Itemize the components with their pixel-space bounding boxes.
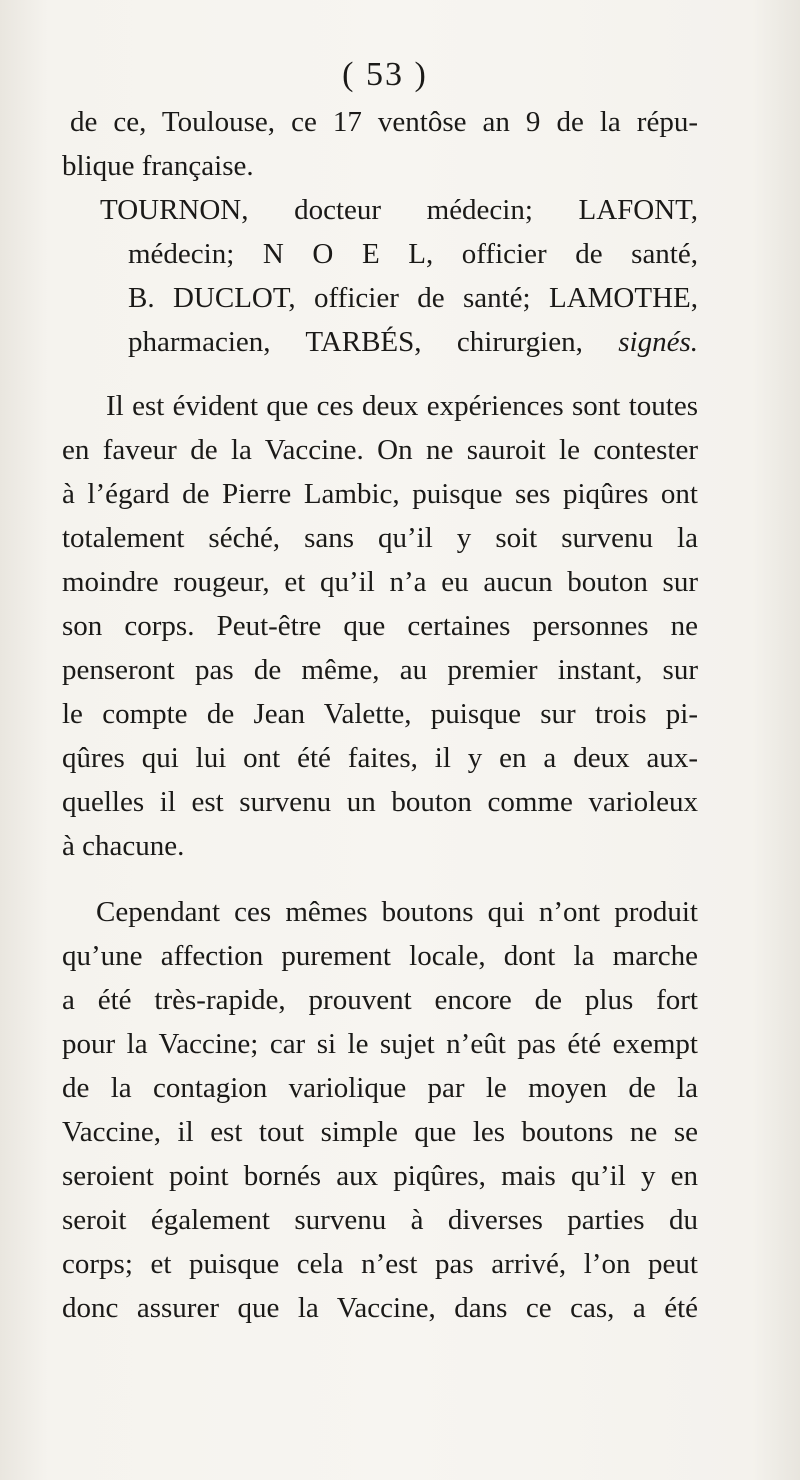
paragraph-argument [62, 890, 698, 1330]
text-line: seroit également survenu à diverses parties du [62, 1204, 698, 1236]
text-line: en faveur de la Vaccine. On ne sauroit le contester [62, 434, 698, 466]
text-line: totalement séché, sans qu’il y soit survenu la [62, 522, 698, 554]
text-line: blique française. [62, 150, 254, 182]
text-line: de ce, Toulouse, ce 17 ventôse an 9 de la répu- [70, 106, 698, 138]
text-line: qu’une affection purement locale, dont la marche [62, 940, 698, 972]
signature-line: médecin; N O E L, officier de santé, [128, 238, 698, 270]
text-line: quelles il est survenu un bouton comme varioleux [62, 786, 698, 818]
paragraph-evidence [62, 384, 698, 868]
text-line: à chacune. [62, 830, 185, 862]
text-line: moindre rougeur, et qu’il n’a eu aucun bouton sur [62, 566, 698, 598]
text-line: le compte de Jean Valette, puisque sur trois pi- [62, 698, 698, 730]
page-number: ( 53 ) [342, 56, 428, 93]
signature-line: B. DUCLOT, officier de santé; LAMOTHE, [128, 282, 698, 314]
text-line: Il est évident que ces deux expériences sont toutes [106, 390, 698, 422]
text-line: seroient point bornés aux piqûres, mais qu’il y en [62, 1160, 698, 1192]
signatures-block [100, 188, 698, 364]
text-line: à l’égard de Pierre Lambic, puisque ses piqûres ont [62, 478, 698, 510]
text-line: Cependant ces mêmes boutons qui n’ont produit [96, 896, 698, 928]
signature-line: pharmacien, TARBÉS, chirurgien, signés. [128, 326, 698, 358]
text-line: corps; et puisque cela n’est pas arrivé, l’on peut [62, 1248, 698, 1280]
text-line: penseront pas de même, au premier instant, sur [62, 654, 698, 686]
text-line: son corps. Peut-être que certaines personnes ne [62, 610, 698, 642]
text-line: qûres qui lui ont été faites, il y en a deux aux- [62, 742, 698, 774]
text-line: pour la Vaccine; car si le sujet n’eût pas été exempt [62, 1028, 698, 1060]
text-line: a été très-rapide, prouvent encore de plus fort [62, 984, 698, 1016]
text-line: Vaccine, il est tout simple que les boutons ne se [62, 1116, 698, 1148]
paragraph-closing-certificate [62, 100, 698, 188]
text-line: de la contagion variolique par le moyen de la [62, 1072, 698, 1104]
signature-line: TOURNON, docteur médecin; LAFONT, [100, 194, 698, 226]
text-line: donc assurer que la Vaccine, dans ce cas, a été [62, 1292, 698, 1324]
